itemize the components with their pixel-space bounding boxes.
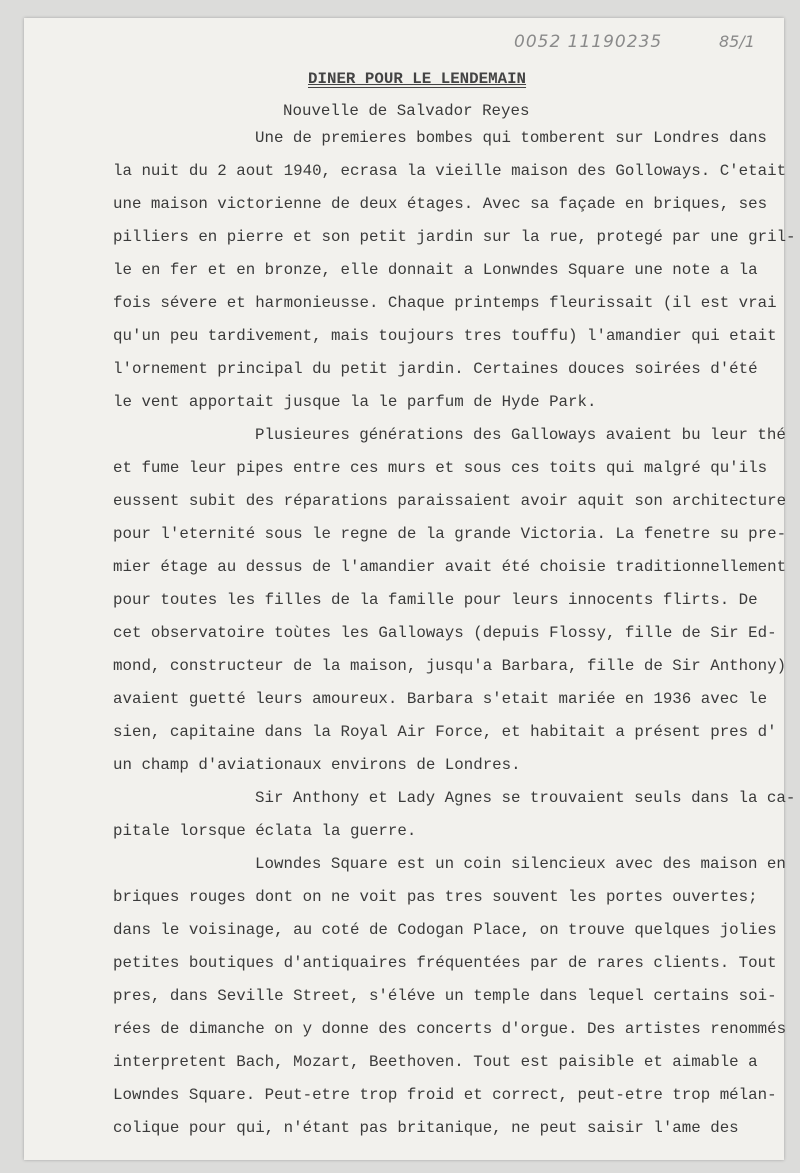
text-line: rées de dimanche on y donne des concerts d'orgue. Des artistes renommés xyxy=(113,1020,787,1038)
text-line: un champ d'aviationaux environs de Londres. xyxy=(113,756,521,774)
text-line: et fume leur pipes entre ces murs et sous ces toits qui malgré qu'ils xyxy=(113,459,768,477)
text-line: fois sévere et harmonieusse. Chaque printemps fleurissait (il est vrai xyxy=(113,294,777,312)
text-line: mond, constructeur de la maison, jusqu'a Barbara, fille de Sir Anthony) xyxy=(113,657,787,675)
text-line: mier étage au dessus de l'amandier avait été choisie traditionnellement xyxy=(113,558,787,576)
text-line: dans le voisinage, au coté de Codogan Place, on trouve quelques jolies xyxy=(113,921,777,939)
text-line: briques rouges dont on ne voit pas tres souvent les portes ouvertes; xyxy=(113,888,758,906)
text-line: Une de premieres bombes qui tomberent sur Londres dans xyxy=(255,129,767,147)
typewritten-page xyxy=(24,18,796,1160)
text-line: Lowndes Square est un coin silencieux avec des maison en xyxy=(255,855,786,873)
text-line: colique pour qui, n'étant pas britanique, ne peut saisir l'ame des xyxy=(113,1119,739,1137)
text-line: l'ornement principal du petit jardin. Certaines douces soirées d'été xyxy=(113,360,758,378)
text-line: pour l'eternité sous le regne de la grande Victoria. La fenetre su pre- xyxy=(113,525,787,543)
text-line: pilliers en pierre et son petit jardin sur la rue, protegé par une gril- xyxy=(113,228,796,246)
text-line: qu'un peu tardivement, mais toujours tres touffu) l'amandier qui etait xyxy=(113,327,777,345)
text-line: Sir Anthony et Lady Agnes se trouvaient seuls dans la ca- xyxy=(255,789,796,807)
text-line: cet observatoire toùtes les Galloways (depuis Flossy, fille de Sir Ed- xyxy=(113,624,777,642)
document-subtitle: Nouvelle de Salvador Reyes xyxy=(283,102,530,120)
text-line: pour toutes les filles de la famille pour leurs innocents flirts. De xyxy=(113,591,758,609)
text-line: petites boutiques d'antiquaires fréquentées par de rares clients. Tout xyxy=(113,954,777,972)
text-line: Lowndes Square. Peut-etre trop froid et correct, peut-etre trop mélan- xyxy=(113,1086,777,1104)
text-line: la nuit du 2 aout 1940, ecrasa la vieille maison des Golloways. C'etait xyxy=(113,162,787,180)
text-line: pres, dans Seville Street, s'éléve un temple dans lequel certains soi- xyxy=(113,987,777,1005)
archive-reference-number: 0052 11190235 xyxy=(514,32,663,52)
text-line: une maison victorienne de deux étages. Avec sa façade en briques, ses xyxy=(113,195,768,213)
text-line: pitale lorsque éclata la guerre. xyxy=(113,822,417,840)
folio-number: 85/1 xyxy=(719,32,755,51)
text-line: eussent subit des réparations paraissaient avoir aquit son architecture xyxy=(113,492,787,510)
text-line: interpretent Bach, Mozart, Beethoven. Tout est paisible et aimable a xyxy=(113,1053,758,1071)
text-line: Plusieures générations des Galloways avaient bu leur thé xyxy=(255,426,786,444)
text-line: avaient guetté leurs amoureux. Barbara s'etait mariée en 1936 avec le xyxy=(113,690,768,708)
paragraph xyxy=(113,128,796,425)
document-body xyxy=(113,128,796,1151)
paragraph xyxy=(113,788,796,854)
text-line: le en fer et en bronze, elle donnait a Lonwndes Square une note a la xyxy=(113,261,758,279)
text-line: sien, capitaine dans la Royal Air Force, et habitait a présent pres d' xyxy=(113,723,777,741)
paragraph xyxy=(113,425,796,788)
paragraph xyxy=(113,854,796,1151)
document-title: DINER POUR LE LENDEMAIN xyxy=(308,70,527,88)
text-line: le vent apportait jusque la le parfum de Hyde Park. xyxy=(113,393,597,411)
